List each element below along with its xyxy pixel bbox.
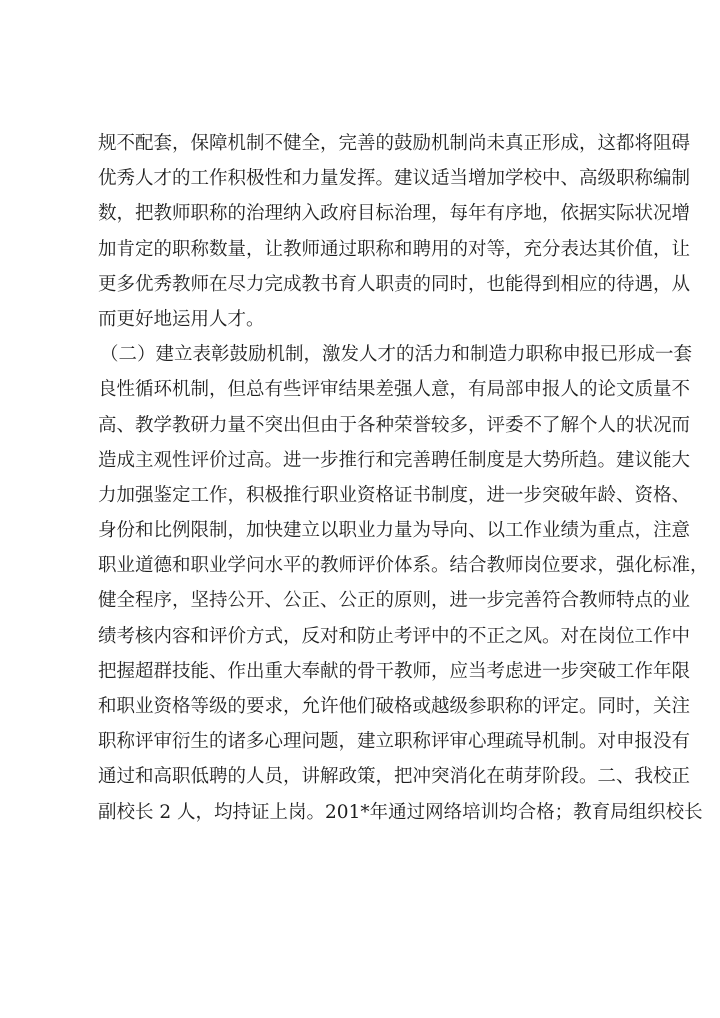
text-line: 副校长 2 人，均持证上岗。201*年通过网络培训均合格；教育局组织校长 <box>98 801 703 823</box>
text-line: 加肯定的职称数量，让教师通过职称和聘用的对等，充分表达其价值，让 <box>98 238 691 260</box>
text-line: 良性循环机制，但总有些评审结果差强人意，有局部申报人的论文质量不 <box>98 379 691 401</box>
body-text <box>98 126 709 830</box>
text-line: 优秀人才的工作积极性和力量发挥。建议适当增加学校中、高级职称编制 <box>98 168 691 190</box>
text-line: 职业道德和职业学问水平的教师评价体系。结合教师岗位要求，强化标准， <box>98 555 709 577</box>
section-heading-line: （二）建立表彰鼓励机制，激发人才的活力和制造力职称申报已形成一套 <box>100 344 693 366</box>
text-line: 高、教学教研力量不突出但由于各种荣誉较多，评委不了解个人的状况而 <box>98 414 691 436</box>
text-line: 健全程序，坚持公开、公正、公正的原则，进一步完善符合教师特点的业 <box>98 590 691 612</box>
text-line: 职称评审衍生的诸多心理问题，建立职称评审心理疏导机制。对申报没有 <box>98 731 691 753</box>
text-line: 通过和高职低聘的人员，讲解政策，把冲突消化在萌芽阶段。二、我校正 <box>98 766 691 788</box>
text-line: 绩考核内容和评价方式，反对和防止考评中的不正之风。对在岗位工作中 <box>98 625 691 647</box>
text-line: 规不配套，保障机制不健全，完善的鼓励机制尚未真正形成，这都将阻碍 <box>98 133 691 154</box>
text-line: 更多优秀教师在尽力完成教书育人职责的同时，也能得到相应的待遇，从 <box>98 273 691 295</box>
text-line: 造成主观性评价过高。进一步推行和完善聘任制度是大势所趋。建议能大 <box>98 449 691 471</box>
text-line: 而更好地运用人才。 <box>98 308 265 330</box>
text-line: 数，把教师职称的治理纳入政府目标治理，每年有序地，依据实际状况增 <box>98 203 691 225</box>
text-line: 身份和比例限制，加快建立以职业力量为导向、以工作业绩为重点，注意 <box>98 520 691 542</box>
text-line: 把握超群技能、作出重大奉献的骨干教师，应当考虑进一步突破工作年限 <box>98 660 691 682</box>
text-line: 和职业资格等级的要求，允许他们破格或越级参职称的评定。同时，关注 <box>98 696 691 717</box>
text-line: 力加强鉴定工作，积极推行职业资格证书制度，进一步突破年龄、资格、 <box>98 484 691 506</box>
